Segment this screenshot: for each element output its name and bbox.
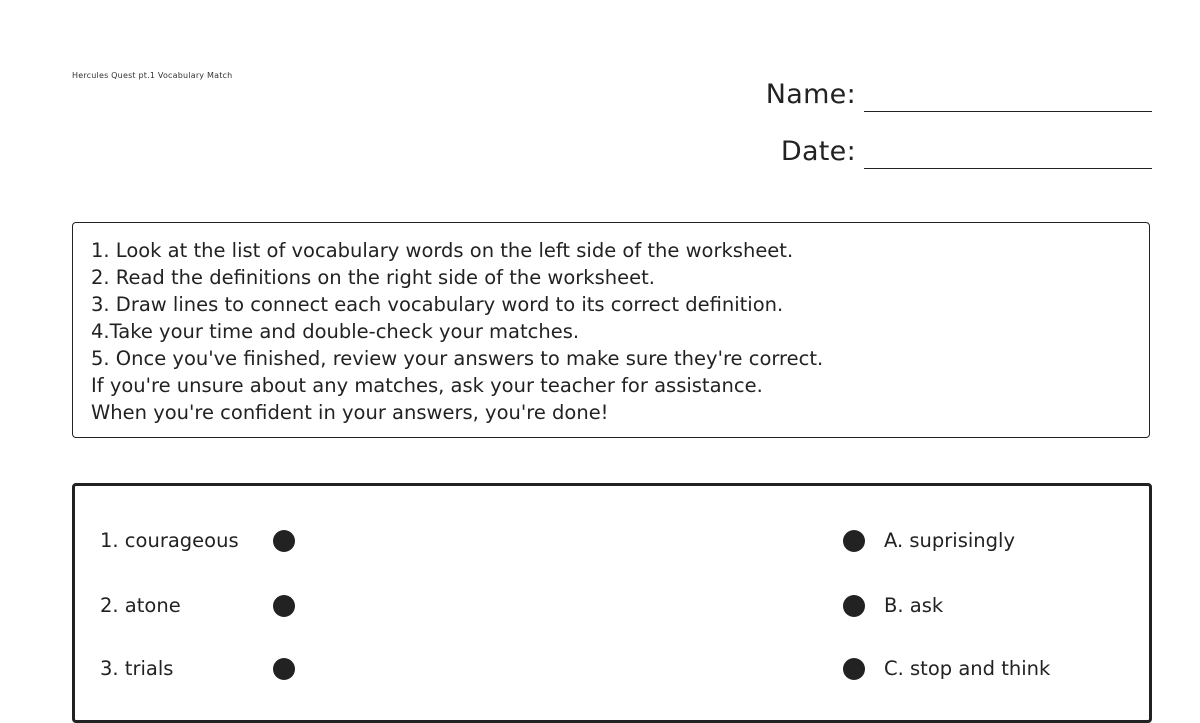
date-blank-line[interactable] bbox=[864, 168, 1152, 169]
instruction-line: 5. Once you've finished, review your answers to make sure they're correct. bbox=[91, 347, 824, 370]
date-field bbox=[781, 135, 1152, 169]
instruction-line: 2. Read the definitions on the right side of the worksheet. bbox=[91, 266, 655, 289]
vocabulary-word: 1. courageous bbox=[100, 529, 239, 552]
name-blank-line[interactable] bbox=[864, 111, 1152, 112]
date-label: Date: bbox=[780, 136, 856, 167]
instruction-line: When you're confident in your answers, you're done! bbox=[91, 401, 609, 424]
vocabulary-word: 3. trials bbox=[100, 657, 174, 680]
vocabulary-word: 2. atone bbox=[100, 594, 181, 617]
definition-connector-dot[interactable] bbox=[843, 595, 865, 617]
match-row bbox=[75, 591, 1149, 621]
name-label: Name: bbox=[765, 79, 856, 110]
instruction-line: If you're unsure about any matches, ask your teacher for assistance. bbox=[91, 374, 763, 397]
word-connector-dot[interactable] bbox=[273, 530, 295, 552]
match-row bbox=[75, 654, 1149, 684]
instructions-box bbox=[72, 222, 1150, 438]
definition-connector-dot[interactable] bbox=[843, 658, 865, 680]
match-row bbox=[75, 526, 1149, 556]
instruction-line: 1. Look at the list of vocabulary words on the left side of the worksheet. bbox=[91, 239, 794, 262]
definition: B. ask bbox=[884, 594, 944, 617]
word-connector-dot[interactable] bbox=[273, 595, 295, 617]
definition-connector-dot[interactable] bbox=[843, 530, 865, 552]
instruction-line: 3. Draw lines to connect each vocabulary word to its correct definition. bbox=[91, 293, 784, 316]
instruction-line: 4.Take your time and double-check your matches. bbox=[91, 320, 580, 343]
definition: C. stop and think bbox=[884, 657, 1051, 680]
document-title: Hercules Quest pt.1 Vocabulary Match bbox=[72, 71, 233, 80]
name-field bbox=[766, 78, 1152, 112]
matching-box bbox=[72, 483, 1152, 723]
definition: A. suprisingly bbox=[884, 529, 1015, 552]
word-connector-dot[interactable] bbox=[273, 658, 295, 680]
